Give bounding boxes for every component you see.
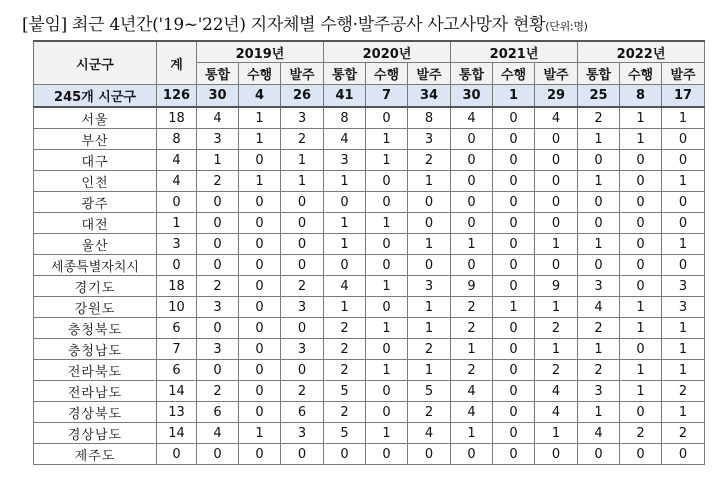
value-cell: 5 <box>324 423 366 444</box>
value-cell: 4 <box>451 107 493 129</box>
value-cell: 6 <box>281 402 324 423</box>
value-cell: 2 <box>451 297 493 318</box>
value-cell: 0 <box>239 255 281 276</box>
value-cell: 0 <box>197 234 239 255</box>
value-cell: 0 <box>451 150 493 171</box>
value-cell: 0 <box>239 150 281 171</box>
value-cell: 2 <box>197 381 239 402</box>
value-cell: 34 <box>408 85 451 108</box>
value-cell: 0 <box>366 255 408 276</box>
total-cell: 4 <box>157 150 197 171</box>
value-cell: 4 <box>451 402 493 423</box>
total-cell: 14 <box>157 381 197 402</box>
value-cell: 0 <box>451 192 493 213</box>
value-cell: 0 <box>620 402 662 423</box>
header-sub-2019-1: 수행 <box>239 63 281 85</box>
value-cell: 1 <box>662 339 705 360</box>
value-cell: 29 <box>535 85 578 108</box>
region-cell: 경기도 <box>34 276 157 297</box>
value-cell: 0 <box>578 150 620 171</box>
value-cell: 1 <box>366 318 408 339</box>
value-cell: 2 <box>451 318 493 339</box>
value-cell: 1 <box>662 107 705 129</box>
total-cell: 0 <box>157 192 197 213</box>
value-cell: 2 <box>197 276 239 297</box>
value-cell: 1 <box>281 171 324 192</box>
header-sub-2020-1: 수행 <box>366 63 408 85</box>
value-cell: 1 <box>620 360 662 381</box>
value-cell: 0 <box>578 192 620 213</box>
value-cell: 0 <box>239 402 281 423</box>
value-cell: 0 <box>239 213 281 234</box>
value-cell: 0 <box>535 444 578 465</box>
value-cell: 2 <box>662 423 705 444</box>
table-row <box>34 297 705 318</box>
value-cell: 1 <box>662 360 705 381</box>
value-cell: 0 <box>620 213 662 234</box>
table-row <box>34 444 705 465</box>
value-cell: 1 <box>578 129 620 150</box>
value-cell: 1 <box>578 339 620 360</box>
region-cell: 울산 <box>34 234 157 255</box>
region-cell: 세종특별자치시 <box>34 255 157 276</box>
value-cell: 0 <box>662 444 705 465</box>
value-cell: 0 <box>281 213 324 234</box>
value-cell: 0 <box>366 171 408 192</box>
value-cell: 2 <box>408 402 451 423</box>
value-cell: 0 <box>366 402 408 423</box>
value-cell: 0 <box>197 255 239 276</box>
value-cell: 0 <box>493 423 535 444</box>
value-cell: 0 <box>239 192 281 213</box>
header-sub-2020-2: 발주 <box>408 63 451 85</box>
value-cell: 1 <box>620 107 662 129</box>
value-cell: 0 <box>535 213 578 234</box>
region-cell: 전라북도 <box>34 360 157 381</box>
value-cell: 1 <box>366 360 408 381</box>
table-row <box>34 171 705 192</box>
value-cell: 3 <box>408 129 451 150</box>
value-cell: 3 <box>324 150 366 171</box>
total-cell: 18 <box>157 107 197 129</box>
total-cell: 4 <box>157 171 197 192</box>
value-cell: 0 <box>366 192 408 213</box>
value-cell: 2 <box>324 318 366 339</box>
value-cell: 4 <box>197 107 239 129</box>
value-cell: 2 <box>535 360 578 381</box>
value-cell: 1 <box>535 339 578 360</box>
value-cell: 1 <box>493 85 535 108</box>
header-sub-2022-0: 통합 <box>578 63 620 85</box>
value-cell: 1 <box>239 129 281 150</box>
region-cell: 강원도 <box>34 297 157 318</box>
value-cell: 8 <box>408 107 451 129</box>
value-cell: 0 <box>493 255 535 276</box>
value-cell: 1 <box>366 276 408 297</box>
value-cell: 17 <box>662 85 705 108</box>
header-sub-2019-0: 통합 <box>197 63 239 85</box>
value-cell: 3 <box>281 339 324 360</box>
value-cell: 1 <box>620 381 662 402</box>
value-cell: 1 <box>578 234 620 255</box>
value-cell: 0 <box>239 297 281 318</box>
table-row <box>34 381 705 402</box>
value-cell: 0 <box>197 213 239 234</box>
total-cell: 18 <box>157 276 197 297</box>
value-cell: 1 <box>451 423 493 444</box>
value-cell: 0 <box>451 129 493 150</box>
value-cell: 0 <box>620 234 662 255</box>
value-cell: 2 <box>620 423 662 444</box>
value-cell: 0 <box>620 255 662 276</box>
value-cell: 8 <box>324 107 366 129</box>
value-cell: 0 <box>493 213 535 234</box>
value-cell: 0 <box>493 150 535 171</box>
table-header <box>34 41 705 85</box>
value-cell: 2 <box>408 150 451 171</box>
region-cell: 서울 <box>34 107 157 129</box>
value-cell: 1 <box>366 129 408 150</box>
value-cell: 3 <box>197 339 239 360</box>
value-cell: 4 <box>451 381 493 402</box>
value-cell: 3 <box>408 276 451 297</box>
header-year-2022: 2022년 <box>578 41 705 63</box>
value-cell: 1 <box>324 297 366 318</box>
value-cell: 1 <box>578 402 620 423</box>
total-cell: 1 <box>157 213 197 234</box>
value-cell: 2 <box>578 318 620 339</box>
value-cell: 26 <box>281 85 324 108</box>
region-cell: 경상북도 <box>34 402 157 423</box>
value-cell: 0 <box>451 444 493 465</box>
value-cell: 1 <box>366 423 408 444</box>
value-cell: 0 <box>197 444 239 465</box>
value-cell: 2 <box>578 107 620 129</box>
value-cell: 0 <box>662 192 705 213</box>
header-year-2021: 2021년 <box>451 41 578 63</box>
value-cell: 2 <box>578 360 620 381</box>
header-year-2020: 2020년 <box>324 41 451 63</box>
value-cell: 0 <box>451 213 493 234</box>
value-cell: 0 <box>535 255 578 276</box>
table-row <box>34 360 705 381</box>
value-cell: 30 <box>451 85 493 108</box>
value-cell: 2 <box>324 339 366 360</box>
value-cell: 0 <box>366 234 408 255</box>
value-cell: 5 <box>324 381 366 402</box>
value-cell: 2 <box>324 402 366 423</box>
value-cell: 0 <box>239 360 281 381</box>
value-cell: 0 <box>662 150 705 171</box>
header-sub-2021-0: 통합 <box>451 63 493 85</box>
total-cell: 126 <box>157 85 197 108</box>
value-cell: 0 <box>662 255 705 276</box>
value-cell: 0 <box>493 444 535 465</box>
value-cell: 3 <box>281 107 324 129</box>
table-body <box>34 85 705 465</box>
value-cell: 2 <box>451 360 493 381</box>
value-cell: 1 <box>451 234 493 255</box>
value-cell: 0 <box>366 381 408 402</box>
value-cell: 1 <box>408 318 451 339</box>
value-cell: 0 <box>281 318 324 339</box>
value-cell: 2 <box>324 360 366 381</box>
value-cell: 0 <box>239 381 281 402</box>
value-cell: 1 <box>239 423 281 444</box>
value-cell: 0 <box>620 444 662 465</box>
value-cell: 0 <box>578 444 620 465</box>
value-cell: 4 <box>324 129 366 150</box>
value-cell: 2 <box>535 318 578 339</box>
value-cell: 0 <box>578 213 620 234</box>
region-cell: 충청북도 <box>34 318 157 339</box>
table-row <box>34 150 705 171</box>
value-cell: 1 <box>620 297 662 318</box>
value-cell: 25 <box>578 85 620 108</box>
table-row <box>34 107 705 129</box>
value-cell: 2 <box>281 276 324 297</box>
value-cell: 3 <box>281 423 324 444</box>
value-cell: 30 <box>197 85 239 108</box>
value-cell: 3 <box>281 297 324 318</box>
value-cell: 1 <box>239 107 281 129</box>
value-cell: 0 <box>366 107 408 129</box>
table-row <box>34 318 705 339</box>
value-cell: 0 <box>493 339 535 360</box>
value-cell: 1 <box>239 171 281 192</box>
value-cell: 0 <box>408 444 451 465</box>
value-cell: 1 <box>197 150 239 171</box>
total-cell: 7 <box>157 339 197 360</box>
region-cell: 인천 <box>34 171 157 192</box>
value-cell: 0 <box>197 318 239 339</box>
value-cell: 0 <box>324 192 366 213</box>
table-row <box>34 276 705 297</box>
header-region: 시군구 <box>34 41 157 85</box>
header-sub-2022-1: 수행 <box>620 63 662 85</box>
value-cell: 0 <box>408 255 451 276</box>
region-cell: 245개 시군구 <box>34 85 157 108</box>
value-cell: 0 <box>451 255 493 276</box>
region-cell: 전라남도 <box>34 381 157 402</box>
value-cell: 8 <box>620 85 662 108</box>
value-cell: 0 <box>493 318 535 339</box>
region-cell: 충청남도 <box>34 339 157 360</box>
total-cell: 0 <box>157 255 197 276</box>
value-cell: 3 <box>662 276 705 297</box>
region-cell: 대구 <box>34 150 157 171</box>
total-cell: 6 <box>157 318 197 339</box>
value-cell: 2 <box>197 171 239 192</box>
region-cell: 제주도 <box>34 444 157 465</box>
header-total: 계 <box>157 41 197 85</box>
value-cell: 0 <box>281 360 324 381</box>
value-cell: 0 <box>366 444 408 465</box>
summary-row <box>34 85 705 108</box>
value-cell: 0 <box>493 381 535 402</box>
value-cell: 1 <box>451 339 493 360</box>
value-cell: 0 <box>493 107 535 129</box>
value-cell: 3 <box>662 297 705 318</box>
value-cell: 0 <box>578 255 620 276</box>
table-row <box>34 339 705 360</box>
header-sub-2022-2: 발주 <box>662 63 705 85</box>
total-cell: 10 <box>157 297 197 318</box>
value-cell: 0 <box>197 192 239 213</box>
total-cell: 3 <box>157 234 197 255</box>
value-cell: 1 <box>408 297 451 318</box>
value-cell: 0 <box>408 192 451 213</box>
value-cell: 6 <box>197 402 239 423</box>
value-cell: 3 <box>197 129 239 150</box>
value-cell: 1 <box>493 297 535 318</box>
value-cell: 0 <box>620 192 662 213</box>
value-cell: 0 <box>493 192 535 213</box>
value-cell: 1 <box>662 318 705 339</box>
total-cell: 8 <box>157 129 197 150</box>
value-cell: 4 <box>578 423 620 444</box>
value-cell: 0 <box>366 297 408 318</box>
table-row <box>34 234 705 255</box>
table-row <box>34 192 705 213</box>
value-cell: 0 <box>493 234 535 255</box>
value-cell: 0 <box>281 192 324 213</box>
value-cell: 2 <box>281 381 324 402</box>
value-cell: 0 <box>239 276 281 297</box>
value-cell: 0 <box>281 444 324 465</box>
value-cell: 2 <box>662 381 705 402</box>
value-cell: 0 <box>408 213 451 234</box>
value-cell: 0 <box>620 171 662 192</box>
value-cell: 0 <box>366 339 408 360</box>
region-cell: 광주 <box>34 192 157 213</box>
value-cell: 0 <box>535 192 578 213</box>
value-cell: 0 <box>493 276 535 297</box>
header-sub-2019-2: 발주 <box>281 63 324 85</box>
header-sub-2021-2: 발주 <box>535 63 578 85</box>
total-cell: 6 <box>157 360 197 381</box>
value-cell: 1 <box>408 360 451 381</box>
value-cell: 1 <box>324 213 366 234</box>
value-cell: 2 <box>408 339 451 360</box>
value-cell: 0 <box>324 255 366 276</box>
value-cell: 0 <box>535 171 578 192</box>
value-cell: 3 <box>578 381 620 402</box>
value-cell: 0 <box>239 339 281 360</box>
value-cell: 0 <box>239 318 281 339</box>
value-cell: 4 <box>578 297 620 318</box>
table-row <box>34 213 705 234</box>
value-cell: 1 <box>535 423 578 444</box>
value-cell: 0 <box>662 213 705 234</box>
value-cell: 1 <box>620 129 662 150</box>
value-cell: 1 <box>662 402 705 423</box>
unit-note: (단위:명) <box>545 20 588 33</box>
value-cell: 0 <box>620 276 662 297</box>
value-cell: 0 <box>451 171 493 192</box>
document-title <box>22 10 588 35</box>
value-cell: 1 <box>408 234 451 255</box>
value-cell: 3 <box>578 276 620 297</box>
total-cell: 0 <box>157 444 197 465</box>
region-cell: 부산 <box>34 129 157 150</box>
header-year-2019: 2019년 <box>197 41 324 63</box>
value-cell: 1 <box>324 234 366 255</box>
value-cell: 0 <box>493 402 535 423</box>
table-row <box>34 402 705 423</box>
value-cell: 1 <box>366 213 408 234</box>
table-row <box>34 255 705 276</box>
value-cell: 1 <box>408 171 451 192</box>
value-cell: 9 <box>451 276 493 297</box>
region-cell: 경상남도 <box>34 423 157 444</box>
value-cell: 1 <box>281 150 324 171</box>
region-cell: 대전 <box>34 213 157 234</box>
value-cell: 1 <box>535 234 578 255</box>
accident-fatality-table <box>33 40 705 465</box>
value-cell: 1 <box>662 171 705 192</box>
value-cell: 3 <box>197 297 239 318</box>
value-cell: 7 <box>366 85 408 108</box>
value-cell: 1 <box>578 171 620 192</box>
value-cell: 0 <box>535 150 578 171</box>
value-cell: 0 <box>620 339 662 360</box>
value-cell: 1 <box>620 318 662 339</box>
value-cell: 4 <box>324 276 366 297</box>
value-cell: 1 <box>324 171 366 192</box>
value-cell: 0 <box>620 150 662 171</box>
value-cell: 4 <box>408 423 451 444</box>
value-cell: 4 <box>535 107 578 129</box>
total-cell: 14 <box>157 423 197 444</box>
value-cell: 9 <box>535 276 578 297</box>
value-cell: 0 <box>493 171 535 192</box>
value-cell: 0 <box>493 360 535 381</box>
value-cell: 4 <box>197 423 239 444</box>
value-cell: 2 <box>281 129 324 150</box>
value-cell: 0 <box>281 234 324 255</box>
value-cell: 5 <box>408 381 451 402</box>
value-cell: 4 <box>239 85 281 108</box>
value-cell: 1 <box>662 234 705 255</box>
title-text: [붙임] 최근 4년간('19~'22년) 지자체별 수행·발주공사 사고사망자 현황 <box>22 15 546 35</box>
header-sub-2020-0: 통합 <box>324 63 366 85</box>
value-cell: 0 <box>535 129 578 150</box>
value-cell: 41 <box>324 85 366 108</box>
value-cell: 1 <box>366 150 408 171</box>
value-cell: 0 <box>239 234 281 255</box>
value-cell: 1 <box>535 297 578 318</box>
value-cell: 0 <box>197 360 239 381</box>
table-row <box>34 129 705 150</box>
value-cell: 0 <box>239 444 281 465</box>
value-cell: 0 <box>324 444 366 465</box>
total-cell: 13 <box>157 402 197 423</box>
value-cell: 0 <box>281 255 324 276</box>
value-cell: 4 <box>535 381 578 402</box>
value-cell: 0 <box>493 129 535 150</box>
header-sub-2021-1: 수행 <box>493 63 535 85</box>
table-row <box>34 423 705 444</box>
value-cell: 0 <box>662 129 705 150</box>
value-cell: 4 <box>535 402 578 423</box>
